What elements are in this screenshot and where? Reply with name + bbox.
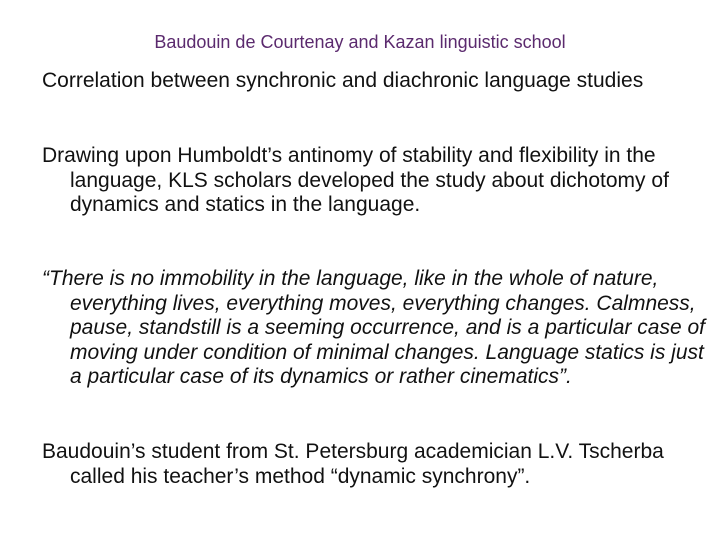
paragraph-tscherba: Baudouin’s student from St. Petersburg academician L.V. Tscherba called his teacher’s method “dynamic synchrony”.	[42, 440, 664, 488]
paragraph-quote: “There is no immobility in the language, like in the whole of nature, everything lives, everything moves, everything changes. Calmness, pause, standstill is a seeming occurrence, and is a particular case of moving under condition of minimal changes. Language statics is just a particular case of its dynamics or rather cinematics”.	[42, 267, 705, 388]
slide-title: Baudouin de Courtenay and Kazan linguistic school	[154, 32, 566, 52]
paragraph-correlation: Correlation between synchronic and diachronic language studies	[42, 69, 644, 92]
paragraph-humboldt-antinomy: Drawing upon Humboldt’s antinomy of stability and flexibility in the language, KLS scholars developed the study about dichotomy of dynamics and statics in the language.	[42, 144, 669, 216]
